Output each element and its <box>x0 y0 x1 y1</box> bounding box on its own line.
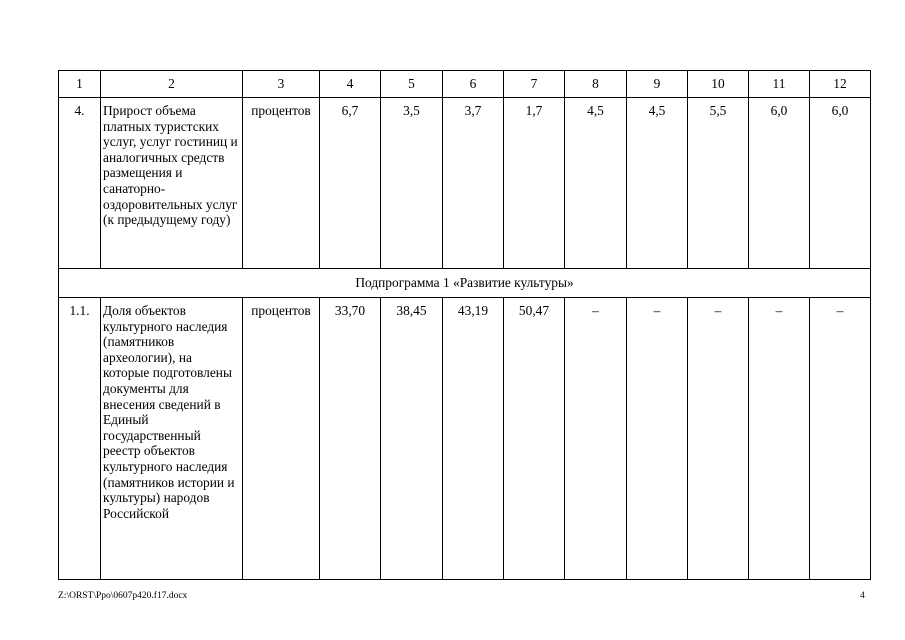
value-cell: 4,5 <box>565 98 627 269</box>
value-cell: 3,5 <box>381 98 443 269</box>
column-number-row <box>59 71 871 98</box>
unit-cell: процентов <box>243 98 320 269</box>
table-row <box>59 298 871 580</box>
page-number: 4 <box>860 591 865 601</box>
value-cell: 50,47 <box>504 298 565 580</box>
row-number: 1.1. <box>59 298 101 580</box>
value-cell: 4,5 <box>627 98 688 269</box>
value-cell: 6,7 <box>320 98 381 269</box>
value-cell: 3,7 <box>443 98 504 269</box>
column-header: 2 <box>101 71 243 98</box>
column-header: 6 <box>443 71 504 98</box>
column-header: 4 <box>320 71 381 98</box>
unit-cell: процентов <box>243 298 320 580</box>
column-header: 11 <box>749 71 810 98</box>
value-cell: 38,45 <box>381 298 443 580</box>
value-cell: 6,0 <box>749 98 810 269</box>
value-cell: – <box>627 298 688 580</box>
value-cell: 5,5 <box>688 98 749 269</box>
indicators-table <box>58 70 871 580</box>
value-cell: 33,70 <box>320 298 381 580</box>
row-number: 4. <box>59 98 101 269</box>
subprogram-title: Подпрограмма 1 «Развитие культуры» <box>59 269 871 298</box>
column-header: 3 <box>243 71 320 98</box>
value-cell: – <box>749 298 810 580</box>
value-cell: 43,19 <box>443 298 504 580</box>
file-path: Z:\ORST\Ppo\0607p420.f17.docx <box>58 591 188 601</box>
value-cell: 1,7 <box>504 98 565 269</box>
value-cell: – <box>565 298 627 580</box>
column-header: 10 <box>688 71 749 98</box>
value-cell: 6,0 <box>810 98 871 269</box>
indicator-name: Прирост объема платных туристских услуг, услуг гостиниц и аналогичных средств размещения и санаторно-оздоровительных услуг (к предыдущему году) <box>101 98 243 269</box>
column-header: 8 <box>565 71 627 98</box>
value-cell: – <box>810 298 871 580</box>
indicator-name: Доля объектов культурного наследия (памятников археологии), на которые подготовлены документы для внесения сведений в Единый государственный реестр объектов культурного наследия (памятников истории и культуры) народов Российской <box>101 298 243 580</box>
column-header: 12 <box>810 71 871 98</box>
column-header: 7 <box>504 71 565 98</box>
column-header: 5 <box>381 71 443 98</box>
table-row <box>59 98 871 269</box>
column-header: 1 <box>59 71 101 98</box>
column-header: 9 <box>627 71 688 98</box>
value-cell: – <box>688 298 749 580</box>
subprogram-row <box>59 269 871 298</box>
